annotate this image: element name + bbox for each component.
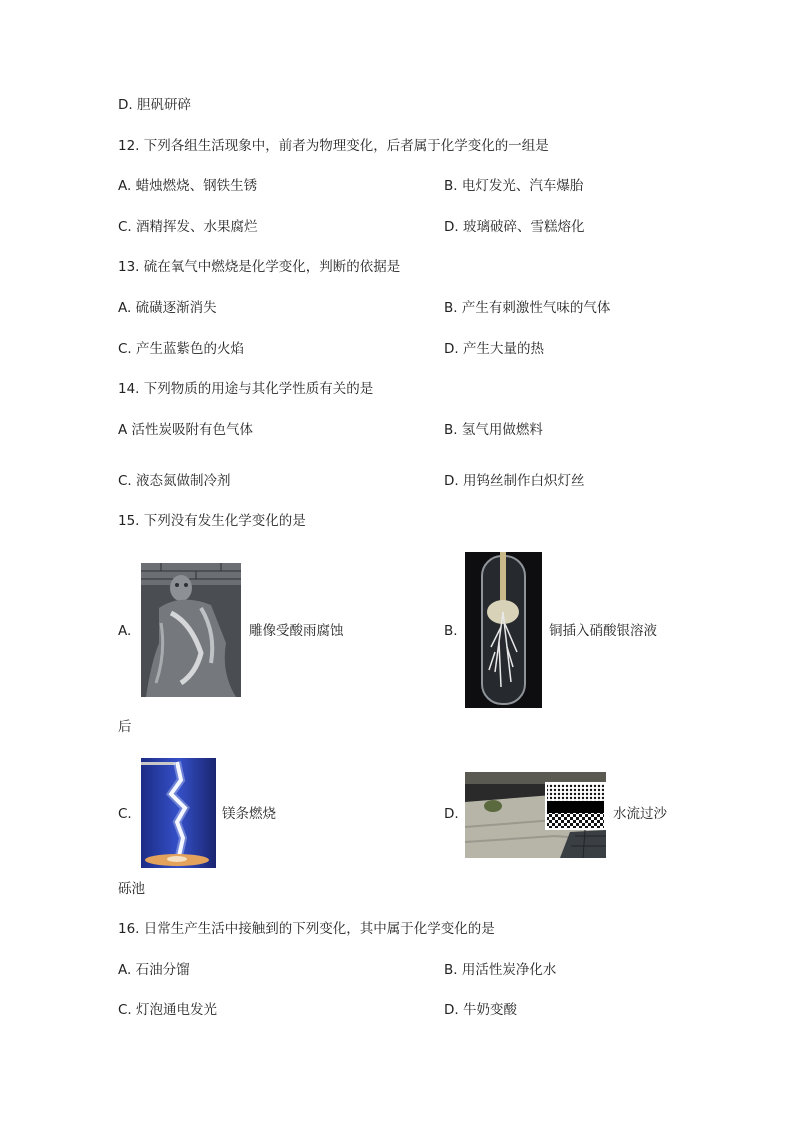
q15-option-c-letter: C.: [118, 806, 132, 822]
magnesium-burning-image: [141, 758, 216, 868]
q15-option-b-text: 铜插入硝酸银溶液: [549, 623, 657, 639]
sand-filter-pool-image: [465, 772, 606, 858]
q16-option-c: C. 灯泡通电发光: [118, 1002, 218, 1018]
q12-option-c: C. 酒精挥发、水果腐烂: [118, 219, 258, 235]
q15-option-d-text: 水流过沙: [613, 806, 667, 822]
q13-option-c: C. 产生蓝紫色的火焰: [118, 341, 245, 357]
q15-option-a-text: 雕像受酸雨腐蚀: [249, 623, 344, 639]
q16-stem: 16. 日常生产生活中接触到的下列变化，其中属于化学变化的是: [118, 921, 495, 937]
q15-option-d-letter: D.: [444, 806, 459, 822]
q12-option-b: B. 电灯发光、汽车爆胎: [444, 178, 584, 194]
q16-option-b: B. 用活性炭净化水: [444, 962, 557, 978]
q15-stem: 15. 下列没有发生化学变化的是: [118, 513, 306, 529]
q12-stem: 12. 下列各组生活现象中，前者为物理变化，后者属于化学变化的一组是: [118, 138, 549, 154]
q14-option-b: B. 氢气用做燃料: [444, 422, 543, 438]
q15-option-b-letter: B.: [444, 623, 458, 639]
q12-option-a: A. 蜡烛燃烧、钢铁生锈: [118, 178, 258, 194]
copper-silver-nitrate-image: [465, 552, 542, 708]
q13-stem: 13. 硫在氧气中燃烧是化学变化，判断的依据是: [118, 259, 401, 275]
q14-option-a: A 活性炭吸附有色气体: [118, 422, 254, 438]
q11-option-d: D. 胆矾研碎: [118, 97, 191, 113]
q14-option-d: D. 用钨丝制作白炽灯丝: [444, 473, 585, 489]
q16-option-a: A. 石油分馏: [118, 962, 190, 978]
q15-option-c-text: 镁条燃烧: [222, 806, 276, 822]
q13-option-a: A. 硫磺逐渐消失: [118, 300, 217, 316]
q15-option-b-text-wrap: 后: [118, 719, 132, 735]
q13-option-d: D. 产生大量的热: [444, 341, 544, 357]
q13-option-b: B. 产生有刺激性气味的气体: [444, 300, 611, 316]
q12-option-d: D. 玻璃破碎、雪糕熔化: [444, 219, 585, 235]
q14-option-c: C. 液态氮做制冷剂: [118, 473, 231, 489]
statue-acid-rain-image: [141, 563, 241, 697]
q16-option-d: D. 牛奶变酸: [444, 1002, 517, 1018]
q15-option-a-letter: A.: [118, 623, 132, 639]
q15-option-d-text-wrap: 砾池: [118, 881, 145, 897]
q14-stem: 14. 下列物质的用途与其化学性质有关的是: [118, 381, 374, 397]
